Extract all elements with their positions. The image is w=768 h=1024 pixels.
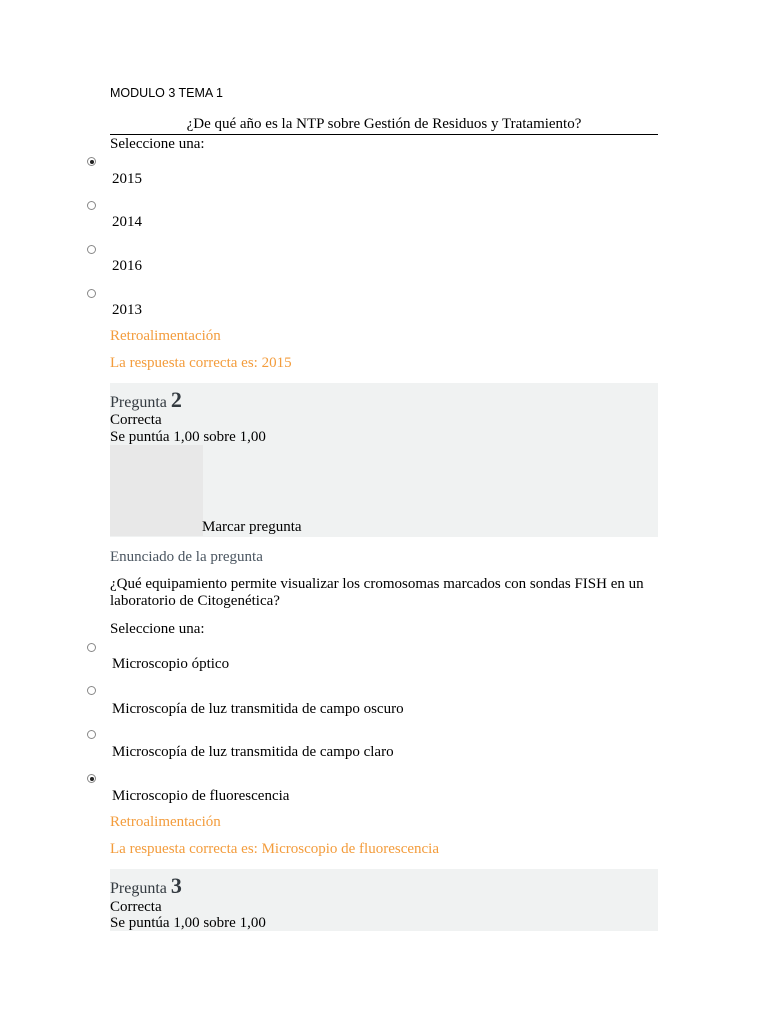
- q2-option-4-label: Microscopio de fluorescencia: [112, 788, 290, 804]
- q1-option-2-radio[interactable]: [87, 201, 96, 210]
- q3-score: Se puntúa 1,00 sobre 1,00: [110, 915, 266, 931]
- q2-status: Correcta: [110, 412, 162, 428]
- q2-option-2-label: Microscopía de luz transmitida de campo oscuro: [112, 701, 404, 717]
- q3-pregunta-label: Pregunta: [110, 880, 167, 897]
- q2-option-2-radio[interactable]: [87, 686, 96, 695]
- question-2-text: ¿Qué equipamiento permite visualizar los cromosomas marcados con sondas FISH en un laboratorio de Citogenética?: [110, 576, 644, 609]
- q2-select-label: Seleccione una:: [110, 621, 205, 637]
- q2-option-1-label: Microscopio óptico: [112, 656, 230, 672]
- document-header: MODULO 3 TEMA 1: [110, 86, 223, 100]
- q1-option-4-label: 2013: [112, 302, 142, 318]
- flag-question-link[interactable]: Marcar pregunta: [202, 519, 302, 535]
- q2-correct-answer: La respuesta correcta es: Microscopio de fluorescencia: [110, 841, 440, 857]
- q2-option-3-label: Microscopía de luz transmitida de campo claro: [112, 744, 394, 760]
- q2-number: 2: [170, 387, 182, 412]
- q2-title: [110, 387, 182, 413]
- question-2-info-panel: [110, 383, 658, 537]
- q1-option-1-radio[interactable]: [87, 157, 96, 166]
- q1-option-1-label: 2015: [112, 171, 142, 187]
- flag-icon-area[interactable]: [110, 445, 203, 536]
- q2-enunciado-label: Enunciado de la pregunta: [110, 549, 263, 565]
- question-3-info-panel: [110, 869, 658, 931]
- q1-option-2-label: 2014: [112, 214, 142, 230]
- q2-score: Se puntúa 1,00 sobre 1,00: [110, 429, 266, 445]
- q1-option-3-radio[interactable]: [87, 245, 96, 254]
- q3-title: [110, 873, 182, 899]
- q1-option-4-radio[interactable]: [87, 289, 96, 298]
- q1-select-label: Seleccione una:: [110, 136, 205, 152]
- q2-option-1-radio[interactable]: [87, 643, 96, 652]
- question-1-text: ¿De qué año es la NTP sobre Gestión de Residuos y Tratamiento?: [110, 116, 658, 135]
- q3-number: 3: [170, 873, 182, 898]
- q3-status: Correcta: [110, 899, 162, 915]
- q1-option-3-label: 2016: [112, 258, 142, 274]
- q1-correct-answer: La respuesta correcta es: 2015: [110, 355, 292, 371]
- q2-option-3-radio[interactable]: [87, 730, 96, 739]
- q1-feedback-title: Retroalimentación: [110, 328, 221, 344]
- q2-pregunta-label: Pregunta: [110, 394, 167, 411]
- q2-option-4-radio[interactable]: [87, 774, 96, 783]
- q2-feedback-title: Retroalimentación: [110, 814, 221, 830]
